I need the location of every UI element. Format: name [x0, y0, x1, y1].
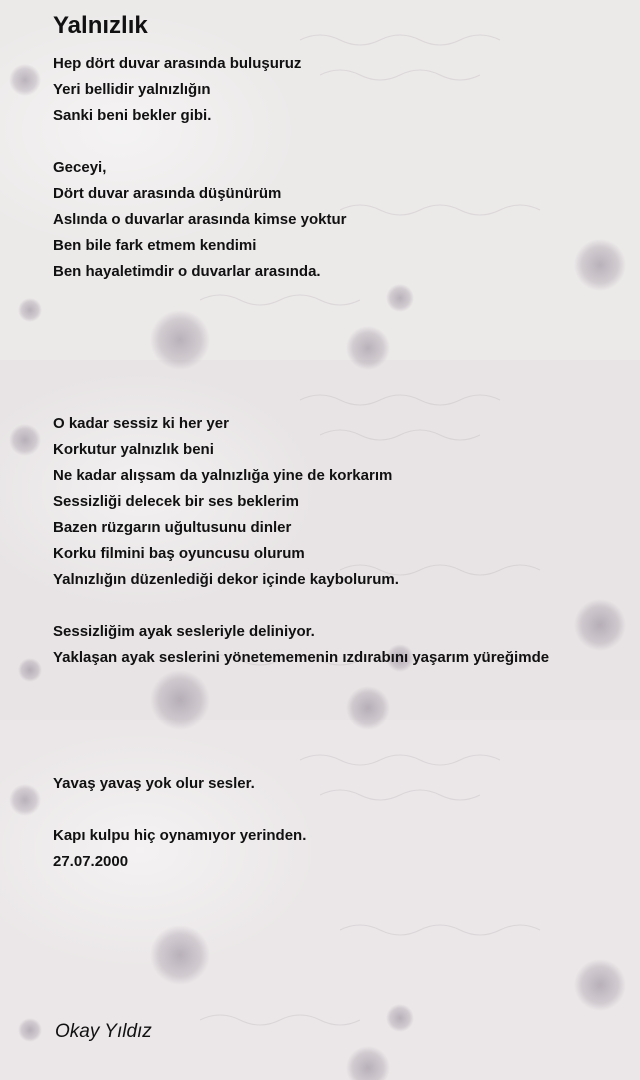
poem-author: Okay Yıldız: [55, 1021, 152, 1042]
poem-line: Yavaş yavaş yok olur sesler.: [53, 775, 255, 792]
poem-title: Yalnızlık: [53, 12, 148, 39]
poem-line: Dört duvar arasında düşünürüm: [53, 185, 282, 202]
poem-line: Geceyi,: [53, 159, 107, 176]
poem-line: Ben bile fark etmem kendimi: [53, 237, 257, 254]
poem-line: Sanki beni bekler gibi.: [53, 107, 212, 124]
poem-line: Ben hayaletimdir o duvarlar arasında.: [53, 263, 321, 280]
poem-line: Korku filmini baş oyuncusu olurum: [53, 545, 305, 562]
poem-line: Bazen rüzgarın uğultusunu dinler: [53, 519, 292, 536]
poem-line: Ne kadar alışsam da yalnızlığa yine de korkarım: [53, 467, 393, 484]
poem-line: Yalnızlığın düzenlediği dekor içinde kaybolurum.: [53, 571, 399, 588]
poem-line: Korkutur yalnızlık beni: [53, 441, 214, 458]
poem-line: Yaklaşan ayak seslerini yönetememenin ızdırabını yaşarım yüreğimde: [53, 649, 550, 666]
poem-line: Hep dört duvar arasında buluşuruz: [53, 55, 302, 72]
poem-line: Sessizliği delecek bir ses beklerim: [53, 493, 299, 510]
poem-line: Sessizliğim ayak sesleriyle deliniyor.: [53, 623, 315, 640]
poem-date: 27.07.2000: [53, 853, 129, 870]
poem-line: Aslında o duvarlar arasında kimse yoktur: [53, 211, 347, 228]
poem-line: Yeri bellidir yalnızlığın: [53, 81, 211, 98]
poem-line: O kadar sessiz ki her yer: [53, 415, 229, 432]
poem-line: Kapı kulpu hiç oynamıyor yerinden.: [53, 827, 307, 844]
